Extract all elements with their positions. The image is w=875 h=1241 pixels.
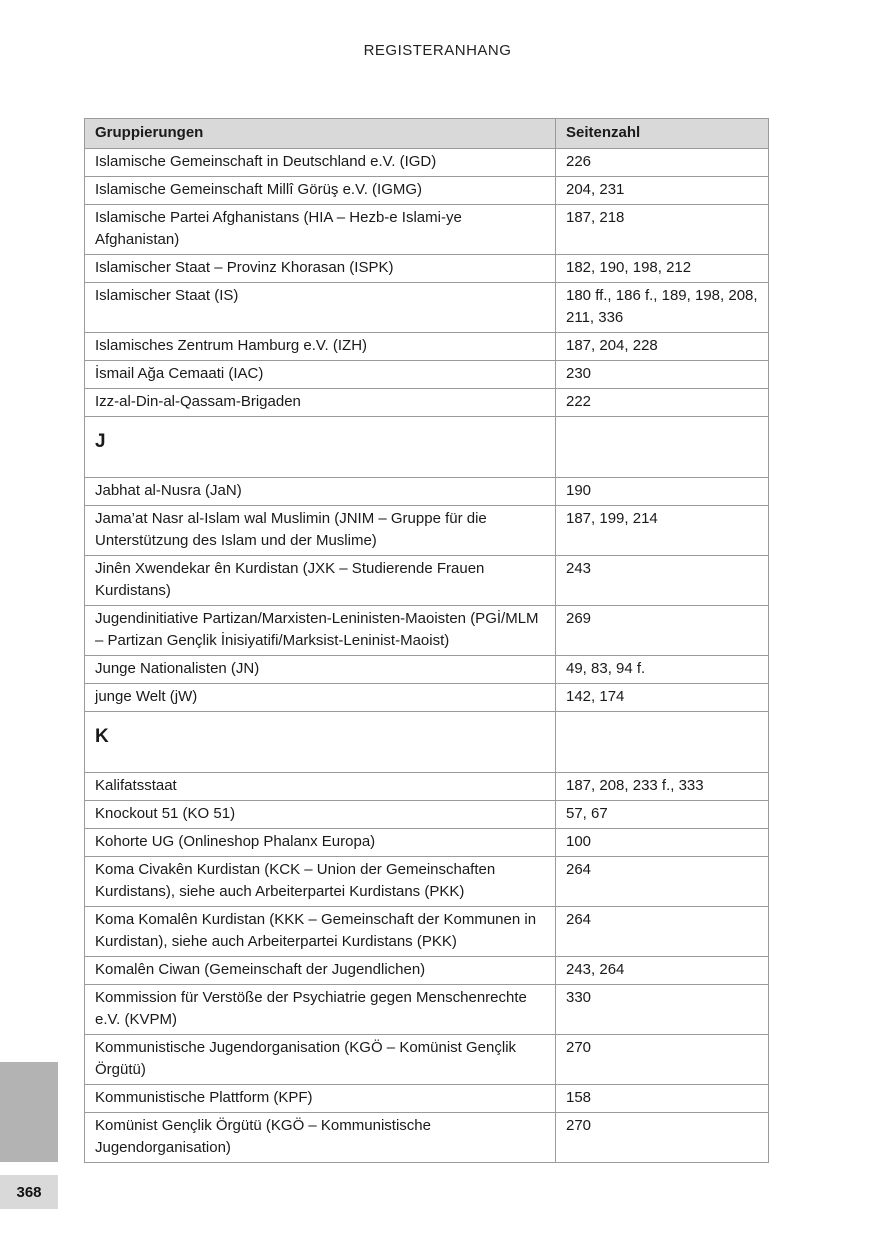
letter-section-row [85,417,769,478]
group-name-cell: Kommission für Verstöße der Psychiatrie gegen Menschenrechte e.V. (KVPM) [85,985,556,1035]
page-number: 368 [0,1175,58,1209]
group-name-cell: Koma Civakên Kurdistan (KCK – Union der Gemeinschaften Kurdistans), siehe auch Arbeiterpartei Kurdistans (PKK) [85,857,556,907]
section-letter-empty-cell [556,417,769,478]
group-name-cell: Komünist Gençlik Örgütü (KGÖ – Kommunistische Jugendorganisation) [85,1113,556,1163]
table-row [85,255,769,283]
group-name-cell: Islamischer Staat (IS) [85,283,556,333]
table-row [85,829,769,857]
table-row [85,773,769,801]
page-ref-cell: 57, 67 [556,801,769,829]
section-letter: J [85,417,556,478]
group-name-cell: Knockout 51 (KO 51) [85,801,556,829]
group-name-cell: Komalên Ciwan (Gemeinschaft der Jugendlichen) [85,957,556,985]
page-ref-cell: 182, 190, 198, 212 [556,255,769,283]
page-ref-cell: 190 [556,478,769,506]
thumb-index-tab [0,1062,58,1162]
register-table [84,118,769,1163]
group-name-cell: Kalifatsstaat [85,773,556,801]
table-row [85,656,769,684]
table-row [85,177,769,205]
table-row [85,205,769,255]
table-row [85,283,769,333]
group-name-cell: Jugendinitiative Partizan/Marxisten-Leninisten-Maoisten (PGİ/MLM – Partizan Gençlik İnisiyatifi/Marksist-Leninist-Maoist) [85,606,556,656]
column-header-pages: Seitenzahl [556,119,769,149]
table-row [85,333,769,361]
page-ref-cell: 187, 199, 214 [556,506,769,556]
running-head: REGISTERANHANG [363,42,512,59]
page-ref-cell: 49, 83, 94 f. [556,656,769,684]
table-row [85,606,769,656]
page-ref-cell: 222 [556,389,769,417]
column-header-groups: Gruppierungen [85,119,556,149]
table-row [85,1113,769,1163]
page-ref-cell: 230 [556,361,769,389]
table-row [85,478,769,506]
group-name-cell: Izz-al-Din-al-Qassam-Brigaden [85,389,556,417]
page-ref-cell: 158 [556,1085,769,1113]
page-ref-cell: 270 [556,1035,769,1085]
table-row [85,1085,769,1113]
page-ref-cell: 264 [556,907,769,957]
group-name-cell: junge Welt (jW) [85,684,556,712]
page-ref-cell: 270 [556,1113,769,1163]
group-name-cell: Kommunistische Jugendorganisation (KGÖ – Komünist Gençlik Örgütü) [85,1035,556,1085]
group-name-cell: Koma Komalên Kurdistan (KKK – Gemeinschaft der Kommunen in Kurdistan), siehe auch Arbeiterpartei Kurdistans (PKK) [85,907,556,957]
group-name-cell: Islamische Gemeinschaft Millî Görüş e.V. (IGMG) [85,177,556,205]
group-name-cell: İsmail Ağa Cemaati (IAC) [85,361,556,389]
section-letter: K [85,712,556,773]
table-row [85,985,769,1035]
group-name-cell: Jama’at Nasr al-Islam wal Muslimin (JNIM – Gruppe für die Unterstützung des Islam und der Muslime) [85,506,556,556]
group-name-cell: Islamischer Staat – Provinz Khorasan (ISPK) [85,255,556,283]
table-row [85,556,769,606]
page-ref-cell: 187, 204, 228 [556,333,769,361]
table-row [85,361,769,389]
table-row [85,684,769,712]
page-ref-cell: 243 [556,556,769,606]
page-ref-cell: 243, 264 [556,957,769,985]
group-name-cell: Jinên Xwendekar ên Kurdistan (JXK – Studierende Frauen Kurdistans) [85,556,556,606]
page-ref-cell: 264 [556,857,769,907]
page-ref-cell: 330 [556,985,769,1035]
table-row [85,506,769,556]
group-name-cell: Islamische Partei Afghanistans (HIA – Hezb-e Islami-ye Afghanistan) [85,205,556,255]
letter-section-row [85,712,769,773]
table-row [85,1035,769,1085]
page-ref-cell: 100 [556,829,769,857]
page-ref-cell: 142, 174 [556,684,769,712]
page-ref-cell: 226 [556,149,769,177]
page-ref-cell: 180 ff., 186 f., 189, 198, 208, 211, 336 [556,283,769,333]
section-letter-empty-cell [556,712,769,773]
group-name-cell: Islamische Gemeinschaft in Deutschland e.V. (IGD) [85,149,556,177]
table-row [85,389,769,417]
table-row [85,957,769,985]
table-header-row [85,119,769,149]
table-row [85,149,769,177]
group-name-cell: Kommunistische Plattform (KPF) [85,1085,556,1113]
group-name-cell: Islamisches Zentrum Hamburg e.V. (IZH) [85,333,556,361]
group-name-cell: Junge Nationalisten (JN) [85,656,556,684]
register-body [85,149,769,1163]
page-ref-cell: 269 [556,606,769,656]
page-ref-cell: 187, 218 [556,205,769,255]
group-name-cell: Jabhat al-Nusra (JaN) [85,478,556,506]
group-name-cell: Kohorte UG (Onlineshop Phalanx Europa) [85,829,556,857]
page-ref-cell: 187, 208, 233 f., 333 [556,773,769,801]
table-row [85,801,769,829]
table-row [85,907,769,957]
table-row [85,857,769,907]
page-ref-cell: 204, 231 [556,177,769,205]
